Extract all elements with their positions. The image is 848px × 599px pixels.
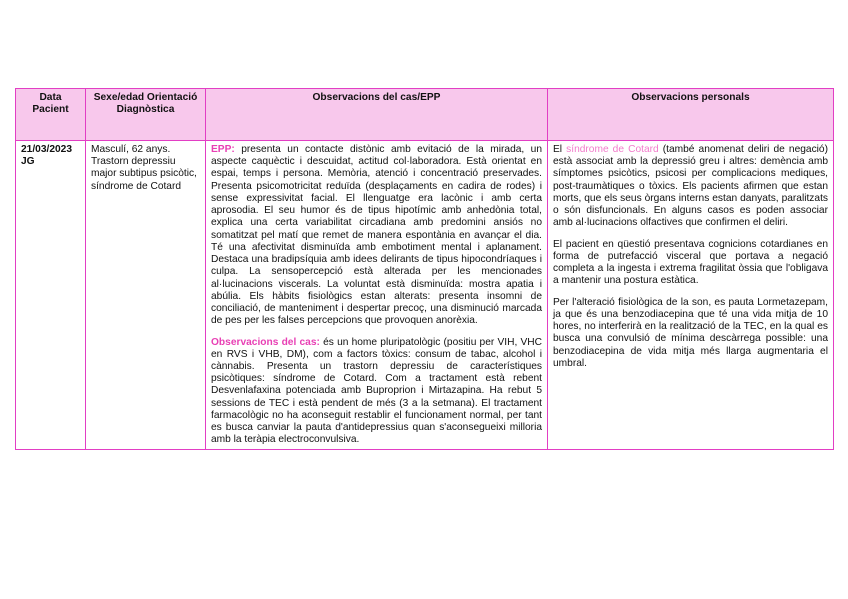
header-personal-observations: Observacions personals [548, 89, 834, 141]
epp-paragraph [211, 144, 542, 328]
sex-age: Masculí, 62 anys. [91, 144, 171, 155]
diagnosis: Trastorn depressiu major subtipus psicòtic, síndrome de Cotard [91, 156, 197, 192]
epp-text: presenta un contacte distònic amb evitació de la mirada, un aspecte caquèctic i descuidat, actitud col·laboradora. Està orientat en espai, temps i persona. Memòria, atenció i concentració preservades. Presenta psicomotricitat reduïda (desplaçaments en cadira de rodes) i sense expressivitat facial. El llenguatge era lacònic i amb certa aprosodia. El seu humor és de tipus hipotímic amb anhedònia total, explica una certa variabilitat circadiana amb predomini ansiós no somatitzat pel matí que remet de manera espontània en avançar el dia. Té una afectivitat disminuïda amb embotiment mental i aplanament. Destaca una bradipsíquia amb idees delirants de tipus hipocondríaques i culpa. La sensopercepció està alterada per les mencionades al·lucinacions viscerals. La voluntat està disminuïda: mostra apatia i abúlia. Els hàbits fisiològics estan alterats: presenta insomni de conciliació, de manteniment i despertar precoç, una disminució marcada de pes per les falses percepcions que provoquen anorèxia. [211, 144, 542, 327]
sex-age-diagnosis-cell [86, 141, 206, 450]
cotard-text: (també anomenat deliri de negació) està associat amb la depressió greu i altres: demència amb símptomes psicòtics, psicosi per complicacions mediques, post-traumàtiques o tòxics. Els pacients afirmen que estan morts, que els seus òrgans interns estan danyats, paralitzats o són disfuncionals. En alguns casos es poden associar amb al·lucinacions olfactives que confirmen el deliri. [553, 144, 828, 229]
header-case-observations: Observacions del cas/EPP [206, 89, 548, 141]
header-row [16, 89, 834, 141]
header-date-patient: Data Pacient [16, 89, 86, 141]
personal-observations-cell [548, 141, 834, 450]
case-table [15, 88, 834, 450]
cotard-highlight: síndrome de Cotard [566, 144, 659, 155]
patient-initials: JG [21, 156, 35, 168]
treatment-paragraph: Per l'alteració fisiològica de la son, es pauta Lormetazepam, ja que és una benzodiacepina que té una vida mitja de 10 hores, no interferirà en la realització de la TEC, en la qual es busca una convulsió de mínima descàrrega possible: una benzodiacepina de vida mitja més llarga augmentaria el umbral. [553, 296, 828, 369]
table-row [16, 141, 834, 450]
patient-cognitions-paragraph: El pacient en qüestió presentava cognicions cotardianes en forma de putrefacció visceral que portava a negació completa a la ingesta i extrema fragilitat òssia que l'obligava a mantenir una postura estàtica. [553, 238, 828, 287]
epp-label: EPP: [211, 144, 235, 155]
case-observations-cell [206, 141, 548, 450]
case-notes-label: Observacions del cas: [211, 336, 320, 348]
cotard-paragraph [553, 144, 828, 230]
header-sex-age-diagnosis: Sexe/edad Orientació Diagnòstica [86, 89, 206, 141]
case-notes-text: és un home pluripatològic (positiu per VIH, VHC en RVS i VHB, DM), com a factors tòxics: consum de tabac, alcohol i cànnabis. Presenta un trastorn depressiu de característiques psicòtiques: síndrome de Cotard. Com a tractament està rebent Desvenlafaxina potenciada amb Buproprion i Mirtazapina. Ha rebut 5 sessions de TEC i està pendent de més (3 a la setmana). El tractament farmacològic no ha aconseguit restablir el funcionament normal, per tant es busca canviar la pauta d'antidepressius quan s'aconsegueixi milloria amb la teràpia electroconvulsiva. [211, 336, 543, 446]
date-patient-cell [16, 141, 86, 450]
date: 21/03/2023 [21, 144, 72, 155]
cotard-intro: El [553, 144, 567, 155]
case-notes-paragraph [211, 337, 542, 447]
